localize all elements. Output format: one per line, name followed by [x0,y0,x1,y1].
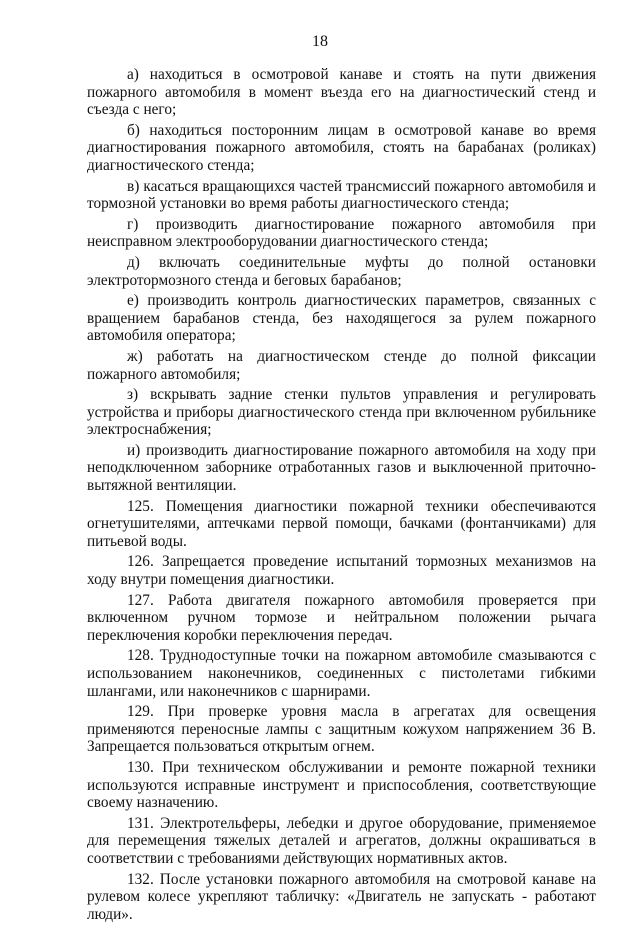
paragraph-127: 127. Работа двигателя пожарного автомобиля проверяется при включенном ручном тормозе и нейтральном положении рычага переключения коробки переключения передач. [87,591,596,644]
paragraph-130: 130. При техническом обслуживании и ремонте пожарной техники используются исправные инструмент и приспособления, соответствующие своему назначению. [87,758,596,812]
paragraph-b: б) находиться посторонним лицам в осмотровой канаве во время диагностирования пожарного автомобиля, стоять на барабанах (роликах) диагностического стенда; [87,121,596,174]
paragraph-126: 126. Запрещается проведение испытаний тормозных механизмов на ходу внутри помещения диагностики. [87,553,596,589]
paragraph-g: г) производить диагностирование пожарного автомобиля при неисправном электрооборудовании диагностического стенда; [87,215,596,251]
paragraph-i: и) производить диагностирование пожарного автомобиля на ходу при неподключенном заборнике отработанных газов и выключенной приточно-вытяжной вентиляции. [87,441,596,495]
paragraph-132: 132. После установки пожарного автомобиля на смотровой канаве на рулевом колесе укрепляют табличку: «Двигатель не запускать - работают люди». [87,870,596,923]
paragraph-125: 125. Помещения диагностики пожарной техники обеспечиваются огнетушителями, аптечками первой помощи, бачками (фонтанчиками) для питьевой воды. [87,497,596,550]
paragraph-128: 128. Труднодоступные точки на пожарном автомобиле смазываются с использованием наконечников, соединенных с пистолетами гибкими шлангами, или наконечников с шарнирами. [87,647,596,700]
paragraph-v: в) касаться вращающихся частей трансмиссий пожарного автомобиля и тормозной установки во время работы диагностического стенда; [87,177,596,213]
paragraph-d: д) включать соединительные муфты до полной остановки электротормозного стенда и беговых барабанов; [87,253,596,289]
paragraph-e: е) производить контроль диагностических параметров, связанных с вращением барабанов стенда, без находящегося за рулем пожарного автомобиля оператора; [87,292,596,345]
paragraph-z: з) вскрывать задние стенки пультов управления и регулировать устройства и приборы диагностического стенда при включенном рубильнике электроснабжения; [87,386,596,439]
paragraph-131: 131. Электротельферы, лебедки и другое оборудование, применяемое для перемещения тяжелых деталей и агрегатов, должны окрашиваться в соответствии с требованиями действующих нормативных актов. [87,814,596,867]
paragraph-zh: ж) работать на диагностическом стенде до полной фиксации пожарного автомобиля; [87,347,596,383]
document-body [87,66,596,926]
page-number: 18 [312,33,328,50]
paragraph-129: 129. При проверке уровня масла в агрегатах для освещения применяются переносные лампы с защитным кожухом напряжением 36 В. Запрещается пользоваться открытым огнем. [87,703,596,756]
paragraph-a: а) находиться в осмотровой канаве и стоять на пути движения пожарного автомобиля в момент въезда его на диагностический стенд и съезда с него; [87,66,596,119]
